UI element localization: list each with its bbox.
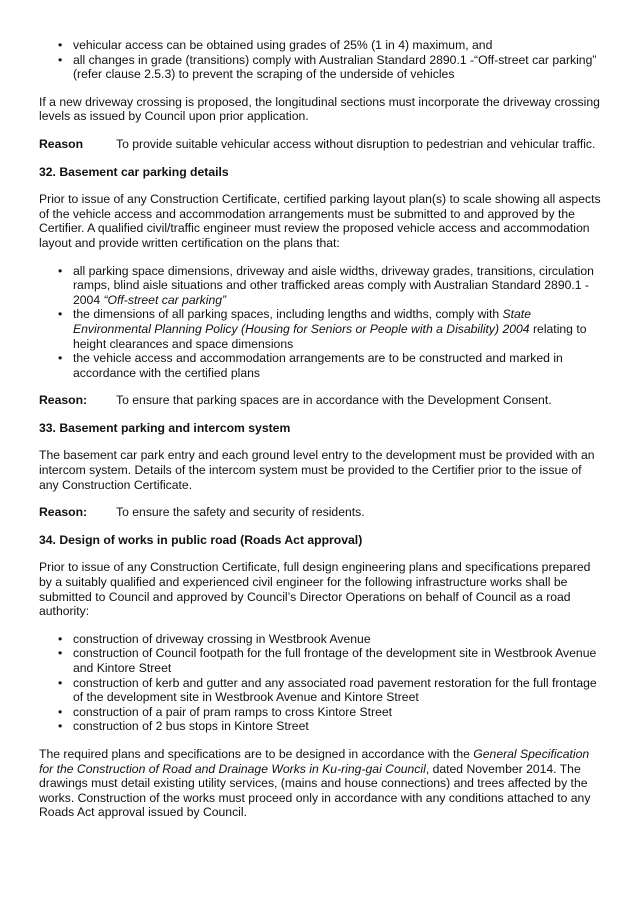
section-32-bullet-list: [39, 264, 603, 381]
section-32-paragraph: Prior to issue of any Construction Certificate, certified parking layout plan(s) to scale showing all aspects of the vehicle access and accommodation arrangements must be submitted to and approved by the Certifier. A qualified civil/traffic engineer must review the proposed vehicle access and accommodation layout and provide written certification on the plans that:: [39, 192, 601, 250]
reason-label: Reason: [39, 136, 84, 151]
reason-label: Reason:: [39, 393, 88, 408]
driveway-paragraph: If a new driveway crossing is proposed, the longitudinal sections must incorporate the driveway crossing levels as issued by Council upon prior application.: [39, 94, 600, 124]
list-item: • vehicular access can be obtained using grades of 25% (1 in 4) maximum, and: [58, 38, 493, 52]
section-heading-32: 32. Basement car parking details: [39, 164, 229, 179]
list-item: • construction of Council footpath for the full frontage of the development site in Westbrook Avenue and Kintore Street: [58, 646, 597, 675]
bullet-icon: •: [58, 263, 63, 278]
reason-block: [39, 137, 603, 152]
list-item: • all parking space dimensions, driveway and aisle widths, driveway grades, transitions, circulation ramps, blind aisle situations and other trafficked areas comply with Australian Standard 2890.1 - 2004 “Off-street car parking”: [58, 263, 594, 307]
document-page: [39, 38, 603, 820]
bullet-icon: •: [58, 719, 63, 734]
section-34-paragraph: Prior to issue of any Construction Certificate, full design engineering plans and specifications prepared by a suitably qualified and experienced civil engineer for the following infrastructure works shall be submitted to Council and approved by Council’s Director Operations on behalf of Council as a road authority:: [39, 560, 591, 619]
list-item: • construction of a pair of pram ramps to cross Kintore Street: [58, 704, 393, 719]
reason-text: To provide suitable vehicular access without disruption to pedestrian and vehicular traffic.: [116, 136, 596, 151]
reason-block: [39, 505, 603, 520]
list-item: • all changes in grade (transitions) comply with Australian Standard 2890.1 -“Off-street car parking” (refer clause 2.5.3) to prevent the scraping of the underside of vehicles: [58, 52, 597, 82]
section-34-final-paragraph: The required plans and specifications are to be designed in accordance with the General Specification for the Construction of Road and Drainage Works in Ku-ring-gai Council, dated November 2014. The drawings must detail existing utility services, (mains and house connections) and trees affected by the works. Construction of the works must proceed only in accordance with any conditions attached to any Roads Act approval issued by Council.: [39, 746, 591, 820]
list-item: • construction of 2 bus stops in Kintore Street: [58, 719, 309, 734]
reason-text: To ensure that parking spaces are in accordance with the Development Consent.: [116, 393, 552, 408]
reason-label: Reason:: [39, 505, 88, 520]
bullet-icon: •: [58, 52, 63, 67]
bullet-icon: •: [58, 646, 63, 661]
section-heading-34: 34. Design of works in public road (Roads Act approval): [39, 532, 363, 547]
list-item: • construction of driveway crossing in Westbrook Avenue: [58, 631, 371, 646]
section-heading-33: 33. Basement parking and intercom system: [39, 420, 291, 435]
section-33-paragraph: The basement car park entry and each ground level entry to the development must be provided with an intercom system. Details of the intercom system must be provided to the Certifier prior to the issue of any Construction Certificate.: [39, 448, 595, 492]
bullet-icon: •: [58, 631, 63, 646]
bullet-icon: •: [58, 704, 63, 719]
top-bullet-list: [39, 38, 603, 82]
bullet-icon: •: [58, 307, 63, 322]
list-item: • the vehicle access and accommodation arrangements are to be constructed and marked in accordance with the certified plans: [58, 351, 563, 380]
section-34-bullet-list: [39, 632, 603, 734]
list-item: • construction of kerb and gutter and any associated road pavement restoration for the full frontage of the development site in Westbrook Avenue and Kintore Street: [58, 675, 597, 705]
reason-text: To ensure the safety and security of residents.: [116, 505, 365, 520]
reason-block: [39, 393, 603, 408]
list-item: • the dimensions of all parking spaces, including lengths and widths, comply with State Environmental Planning Policy (Housing for Seniors or People with a Disability) 2004 relating to height clearances and space dimensions: [58, 307, 587, 351]
bullet-icon: •: [58, 675, 63, 690]
bullet-icon: •: [58, 351, 63, 366]
bullet-icon: •: [58, 38, 63, 52]
